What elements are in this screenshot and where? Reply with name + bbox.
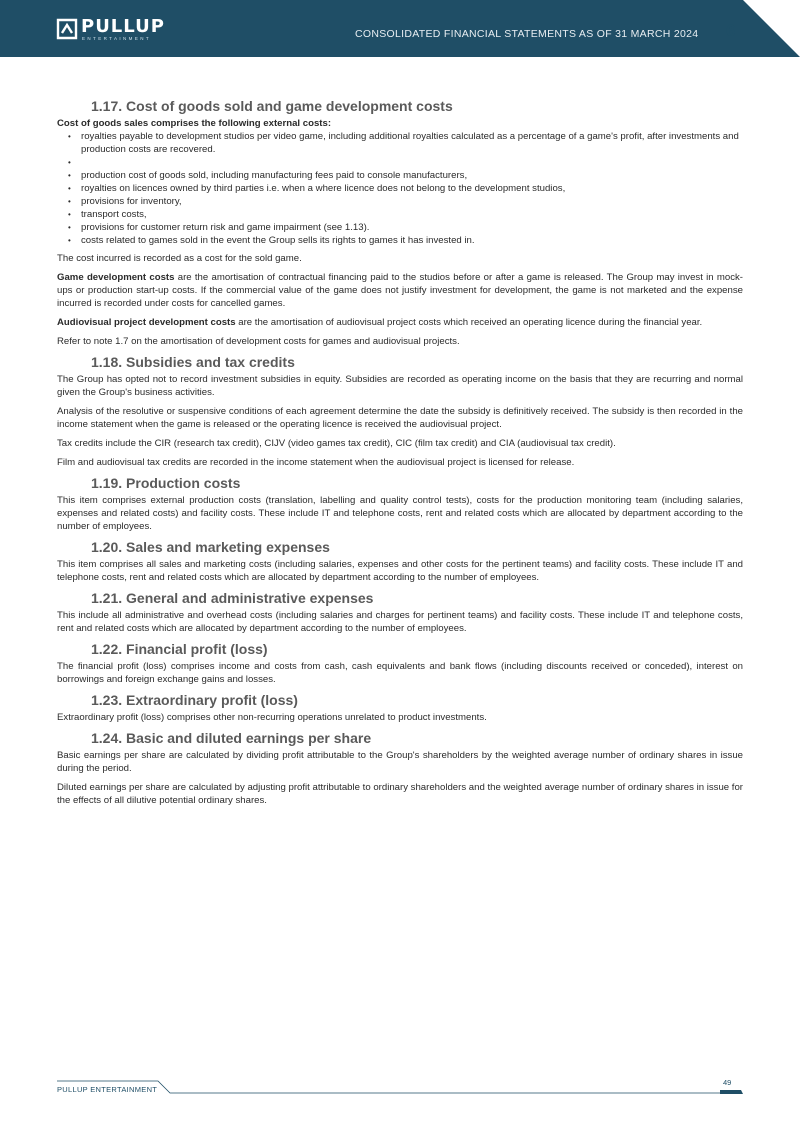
list-item: • provisions for inventory, (57, 195, 743, 208)
paragraph (57, 271, 743, 310)
list-item: • royalties on licences owned by third parties i.e. when a where licence does not belong to the development studios, (57, 182, 743, 195)
page-header (0, 0, 800, 57)
paragraph: This include all administrative and overhead costs (including salaries and charges for pertinent teams) and facility costs. These include IT and telephone costs, rent and related costs which are allocated by department according to the number of employees. (57, 610, 743, 634)
paragraph-text: are the amortisation of contractual financing paid to the studios before or after a game is released. The Group may invest in mock-ups or production start-up costs. If the commercial value of the game does not justify investment for development, the game is not marketed and the expense incurred is recorded under costs for cancelled games. (57, 272, 744, 309)
section-heading: 1.24. Basic and diluted earnings per share (91, 730, 372, 746)
paragraph: This item comprises external production costs (translation, labelling and quality control tests), costs for the production monitoring team (including salaries, expenses and related costs) and facility costs. These include IT and telephone costs, rent and related costs which are allocated by department according to the number of employees. (57, 495, 743, 532)
logo-mark-icon (56, 18, 78, 40)
section-1-19 (57, 475, 743, 533)
paragraph: Extraordinary profit (loss) comprises other non-recurring operations unrelated to product investments. (57, 712, 487, 723)
section-heading: 1.21. General and administrative expenses (91, 590, 374, 606)
section-1-20 (57, 539, 743, 584)
paragraph-text: are the amortisation of audiovisual project costs which received an operating licence during the financial year. (235, 317, 703, 328)
section-heading: 1.20. Sales and marketing expenses (91, 539, 330, 555)
paragraph: Diluted earnings per share are calculated by adjusting profit attributable to ordinary shareholders and the weighted average number of ordinary shares in issue for the effects of all dilutive potential ordinary shares. (57, 782, 743, 806)
paragraph: Film and audiovisual tax credits are recorded in the income statement when the audiovisual project is licensed for release. (57, 457, 575, 468)
section-heading: 1.18. Subsidies and tax credits (91, 354, 295, 370)
document-title: CONSOLIDATED FINANCIAL STATEMENTS AS OF 31 MARCH 2024 (355, 28, 699, 40)
main-content (57, 96, 743, 813)
section-1-21 (57, 590, 743, 635)
logo-subtext: ENTERTAINMENT (82, 36, 152, 41)
section-1-22 (57, 641, 743, 686)
paragraph: Analysis of the resolutive or suspensive conditions of each agreement determine the date the subsidy is definitively received. The subsidy is then recorded in the income statement when the game is released or the operating licence is received the audiovisual project. (57, 406, 743, 430)
bold-term: Audiovisual project development costs (57, 317, 236, 328)
list-intro: Cost of goods sales comprises the following external costs: (57, 118, 332, 129)
section-1-17 (57, 98, 743, 348)
paragraph: The Group has opted not to record investment subsidies in equity. Subsidies are recorded as operating income on the basis that they are recurring and normal given the Group's business activities. (57, 374, 743, 398)
list-item (57, 156, 743, 169)
section-1-18 (57, 354, 743, 469)
bold-term: Game development costs (57, 272, 175, 283)
section-heading: 1.23. Extraordinary profit (loss) (91, 692, 298, 708)
list-item: • transport costs, (57, 208, 743, 221)
section-heading: 1.19. Production costs (91, 475, 241, 491)
logo-wordmark: PULLUP (81, 16, 165, 37)
paragraph: The cost incurred is recorded as a cost for the sold game. (57, 253, 302, 264)
paragraph (57, 316, 743, 329)
paragraph: Basic earnings per share are calculated by dividing profit attributable to the Group's shareholders by the weighted average number of ordinary shares in issue during the period. (57, 750, 743, 774)
paragraph: Refer to note 1.7 on the amortisation of development costs for games and audiovisual projects. (57, 336, 460, 347)
paragraph: The financial profit (loss) comprises income and costs from cash, cash equivalents and bank flows (including discounts received or conceded), interest on borrowings and foreign exchange gains and losses. (57, 661, 743, 685)
list-item: • royalties payable to development studios per video game, including additional royalties calculated as a percentage of a game's profit, after investments and production costs are recovered. (57, 130, 743, 156)
cost-list (57, 130, 743, 247)
list-item: • provisions for customer return risk and game impairment (see 1.13). (57, 221, 743, 234)
paragraph: This item comprises all sales and marketing costs (including salaries, expenses and other costs for the pertinent teams) and facility costs. These include IT and telephone costs, rent and related costs which are allocated by department according to the number of employees. (57, 559, 743, 583)
header-corner-notch (743, 0, 800, 57)
section-1-23 (57, 692, 743, 724)
footer-company-name: PULLUP ENTERTAINMENT (57, 1085, 158, 1094)
paragraph: Tax credits include the CIR (research tax credit), CIJV (video games tax credit), CIC (film tax credit) and CIA (audiovisual tax credit). (57, 438, 616, 449)
section-heading: 1.17. Cost of goods sold and game development costs (91, 98, 453, 114)
list-item: • costs related to games sold in the event the Group sells its rights to games it has invested in. (57, 234, 743, 247)
section-1-24 (57, 730, 743, 807)
list-item: • production cost of goods sold, including manufacturing fees paid to console manufacturers, (57, 169, 743, 182)
page-number: 49 (723, 1078, 732, 1087)
section-heading: 1.22. Financial profit (loss) (91, 641, 268, 657)
section-number: 6 (726, 21, 736, 40)
